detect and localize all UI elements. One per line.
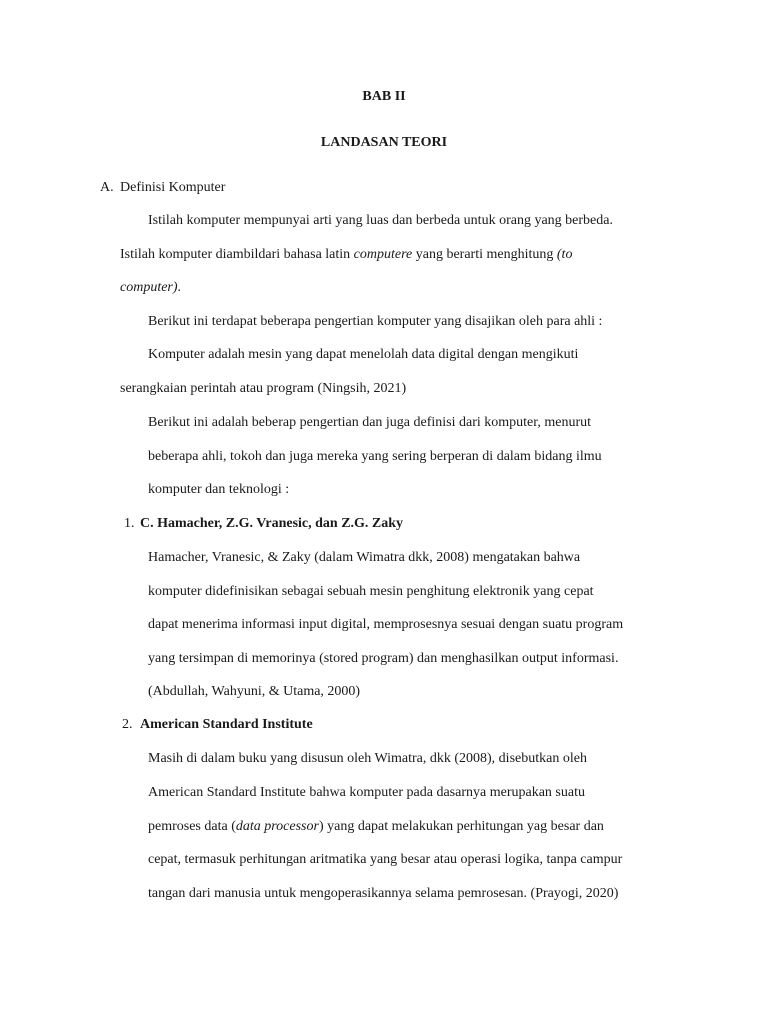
paragraph-line: serangkaian perintah atau program (Ningsih, 2021) — [120, 381, 407, 396]
italic-term: data processor — [235, 819, 319, 834]
italic-term: (to — [556, 247, 573, 262]
paragraph-line — [120, 279, 181, 297]
paragraph-line: tangan dari manusia untuk mengoperasikannya selama pemrosesan. (Prayogi, 2020) — [148, 886, 619, 901]
paragraph-line: cepat, termasuk perhitungan aritmatika yang besar atau operasi logika, tanpa campur — [148, 852, 623, 867]
chapter-heading: BAB II — [362, 89, 406, 104]
section-marker: A. — [100, 180, 114, 195]
italic-term: computere — [353, 247, 413, 262]
paragraph-line: Berikut ini terdapat beberapa pengertian komputer yang disajikan oleh para ahli : — [148, 314, 603, 329]
paragraph-line: komputer dan teknologi : — [148, 482, 290, 497]
text-run: Istilah komputer diambildari bahasa latin — [120, 247, 354, 262]
text-run: yang berarti menghitung — [412, 247, 557, 262]
text-run: pemroses data ( — [148, 819, 236, 834]
list-item-heading: American Standard Institute — [140, 717, 313, 732]
text-run: ) yang dapat melakukan perhitungan yag besar dan — [318, 819, 604, 834]
list-number: 2. — [122, 717, 133, 732]
paragraph-line: yang tersimpan di memorinya (stored program) dan menghasilkan output informasi. — [148, 651, 619, 666]
paragraph-line — [120, 246, 572, 264]
text-run: . — [177, 280, 182, 295]
paragraph-line: beberapa ahli, tokoh dan juga mereka yang sering berperan di dalam bidang ilmu — [148, 449, 602, 464]
italic-term: computer) — [120, 280, 178, 295]
section-title: Definisi Komputer — [120, 180, 226, 195]
list-number: 1. — [124, 516, 135, 531]
paragraph-line: dapat menerima informasi input digital, memprosesnya sesuai dengan suatu program — [148, 617, 624, 632]
paragraph-line: Masih di dalam buku yang disusun oleh Wimatra, dkk (2008), disebutkan oleh — [148, 751, 587, 766]
paragraph-line: Hamacher, Vranesic, & Zaky (dalam Wimatra dkk, 2008) mengatakan bahwa — [148, 550, 581, 565]
chapter-title: LANDASAN TEORI — [320, 135, 448, 150]
paragraph-line — [148, 818, 604, 836]
paragraph-line: Komputer adalah mesin yang dapat menelolah data digital dengan mengikuti — [148, 347, 579, 362]
paragraph-line: komputer didefinisikan sebagai sebuah mesin penghitung elektronik yang cepat — [148, 584, 594, 599]
list-item-heading: C. Hamacher, Z.G. Vranesic, dan Z.G. Zaky — [140, 516, 404, 531]
paragraph-line: American Standard Institute bahwa komputer pada dasarnya merupakan suatu — [148, 785, 585, 800]
paragraph-line: (Abdullah, Wahyuni, & Utama, 2000) — [148, 684, 361, 699]
paragraph-line: Istilah komputer mempunyai arti yang luas dan berbeda untuk orang yang berbeda. — [148, 213, 613, 228]
paragraph-line: Berikut ini adalah beberap pengertian dan juga definisi dari komputer, menurut — [148, 415, 592, 430]
